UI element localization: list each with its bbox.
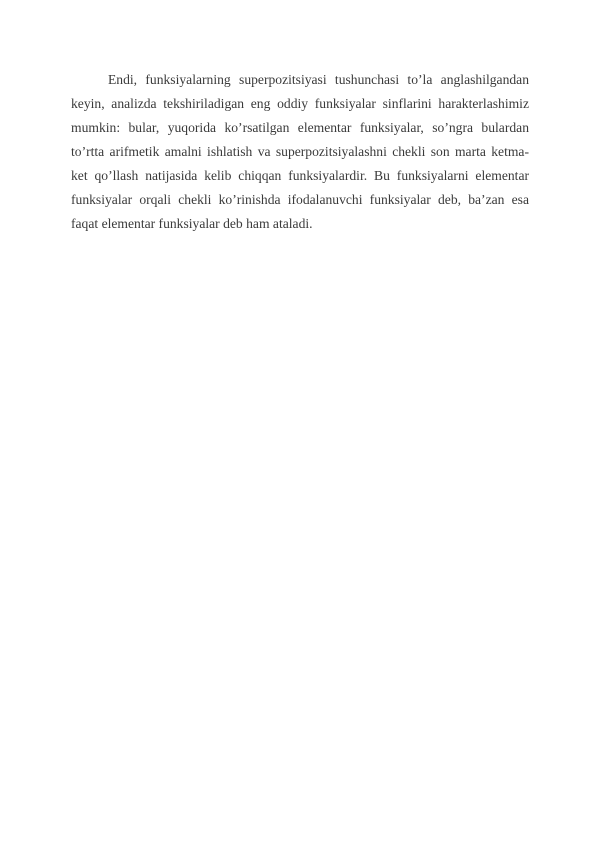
paragraph-line: ket qo’llash natijasida kelib chiqqan funksiyalardir. Bu funksiyalarni elementar: [71, 168, 529, 183]
paragraph-line: keyin, analizda tekshiriladigan eng oddiy funksiyalar sinflarini harakterlashimiz: [71, 96, 529, 111]
paragraph-line: Endi, funksiyalarning superpozitsiyasi tushunchasi to’la anglashilgandan: [108, 72, 529, 87]
paragraph-line: faqat elementar funksiyalar deb ham ataladi.: [71, 216, 313, 231]
paragraph-line: to’rtta arifmetik amalni ishlatish va superpozitsiyalashni chekli son marta ketma-: [71, 144, 529, 159]
body-paragraph: [71, 68, 529, 236]
paragraph-line: mumkin: bular, yuqorida ko’rsatilgan elementar funksiyalar, so’ngra bulardan: [71, 120, 529, 135]
paragraph-line: funksiyalar orqali chekli ko’rinishda ifodalanuvchi funksiyalar deb, ba’zan esa: [71, 192, 529, 207]
